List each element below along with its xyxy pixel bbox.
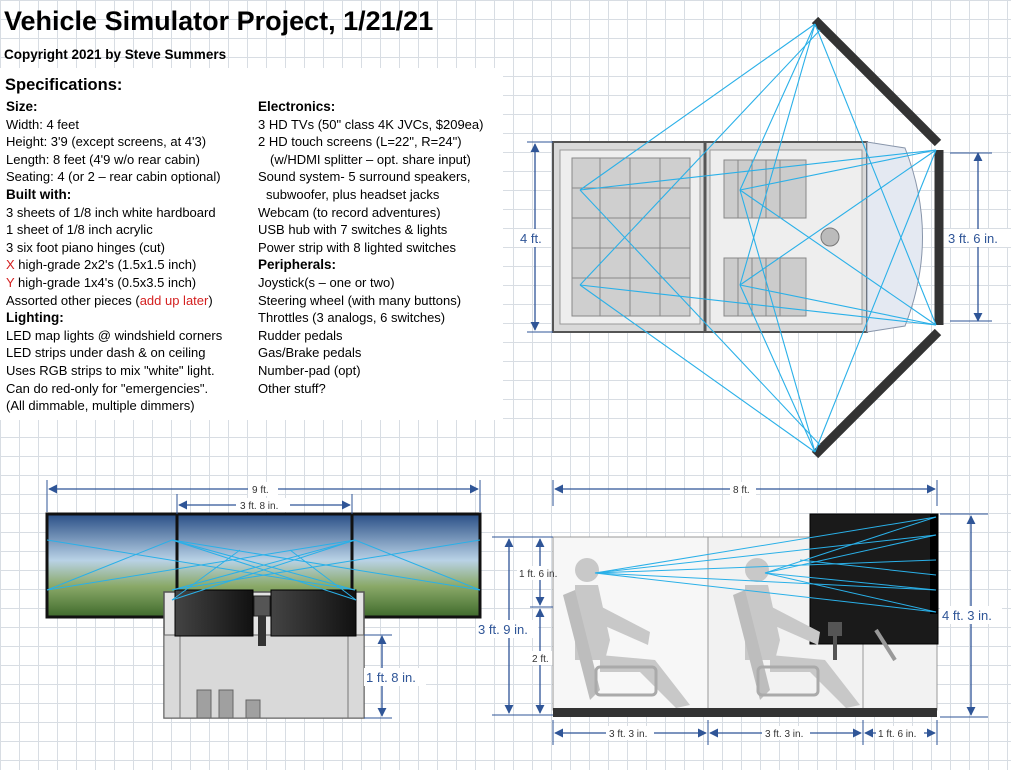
dim-side-length: 8 ft. <box>733 485 750 496</box>
spec-text: Electronics: <box>258 99 336 114</box>
dim-side-height: 3 ft. 9 in. <box>478 622 528 637</box>
pedal-left <box>197 690 211 718</box>
spec-note-red: add up later <box>139 292 209 308</box>
steering-wheel-top <box>821 228 839 246</box>
spec-text: Power strip with 8 lighted switches <box>258 239 456 255</box>
dim-side-seg1: 3 ft. 3 in. <box>609 729 648 740</box>
dim-side-screen: 4 ft. 3 in. <box>942 608 992 623</box>
spec-text: 3 sheets of 1/8 inch white hardboard <box>6 204 216 220</box>
spec-text: Assorted other pieces ( <box>6 292 140 308</box>
dim-side-seg2: 3 ft. 3 in. <box>765 729 804 740</box>
spec-text: Gas/Brake pedals <box>258 345 362 361</box>
left-tv-top <box>815 20 938 143</box>
spec-text: 2 HD touch screens (L=22", R=24") <box>258 134 462 150</box>
spec-text: 3 six foot piano hinges (cut) <box>6 239 165 255</box>
dim-top-width: 4 ft. <box>520 231 542 246</box>
spec-text: Sound system- 5 surround speakers, <box>258 169 471 185</box>
spec-text: (All dimmable, multiple dimmers) <box>6 398 195 414</box>
spec-text: Throttles (3 analogs, 6 switches) <box>258 310 446 326</box>
spec-text: 1 sheet of 1/8 inch acrylic <box>6 222 153 238</box>
pedal-center <box>219 690 233 718</box>
dim-side-upper: 1 ft. 6 in. <box>519 569 558 580</box>
spec-text: Lighting: <box>6 310 64 326</box>
spec-text: Number-pad (opt) <box>258 362 361 378</box>
dashboard-top <box>867 142 923 332</box>
spec-text: LED strips under dash & on ceiling <box>6 345 206 361</box>
side-view <box>476 480 1002 745</box>
dim-side-lower: 2 ft. <box>532 654 549 665</box>
dim-front-dash: 1 ft. 8 in. <box>366 670 416 685</box>
spec-variable: Y <box>6 274 15 290</box>
spec-text: Can do red-only for "emergencies". <box>6 380 209 396</box>
spec-text: Height: 3'9 (except screens, at 4'3) <box>6 134 207 150</box>
spec-text: Webcam (to record adventures) <box>258 204 441 220</box>
spec-variable: X <box>6 257 15 273</box>
spec-text: (w/HDMI splitter – opt. share input) <box>270 151 471 167</box>
spec-text: Length: 8 feet (4'9 w/o rear cabin) <box>6 151 200 167</box>
spec-text: subwoofer, plus headset jacks <box>266 186 440 202</box>
spec-text: Rudder pedals <box>258 327 343 343</box>
spec-text: Uses RGB strips to mix "white" light. <box>6 362 215 378</box>
spec-text: Other stuff? <box>258 380 326 396</box>
spec-text: Peripherals: <box>258 257 337 273</box>
spec-text: Width: 4 feet <box>6 116 79 132</box>
top-view <box>516 20 1008 455</box>
pedal-right <box>246 700 260 718</box>
spec-text: Size: <box>6 99 38 114</box>
spec-text: Joystick(s – one or two) <box>258 274 395 290</box>
left-touch-screen <box>175 590 253 636</box>
spec-text: high-grade 2x2's (1.5x1.5 inch) <box>14 257 197 273</box>
number-pad-front <box>254 596 270 616</box>
spec-text-suffix: ) <box>208 292 213 308</box>
right-touch-screen <box>271 590 356 636</box>
joystick-front <box>258 616 266 646</box>
page-title: Vehicle Simulator Project, 1/21/21 <box>4 6 434 36</box>
specifications-heading: Specifications: <box>5 76 123 94</box>
side-floor-base <box>553 708 937 717</box>
spec-text: Steering wheel (with many buttons) <box>258 292 462 308</box>
dim-side-seg3: 1 ft. 6 in. <box>878 729 917 740</box>
dim-front-inner: 3 ft. 8 in. <box>240 501 279 512</box>
spec-text: USB hub with 7 switches & lights <box>258 222 448 238</box>
spec-text: high-grade 1x4's (0.5x3.5 inch) <box>14 274 197 290</box>
spec-text: Seating: 4 (or 2 – rear cabin optional) <box>6 169 221 185</box>
spec-text: Built with: <box>6 186 72 202</box>
spec-text: 3 HD TVs (50" class 4K JVCs, $209ea) <box>258 116 484 132</box>
dim-front-total: 9 ft. <box>252 485 269 496</box>
right-tv-top <box>815 332 938 455</box>
dim-top-screen: 3 ft. 6 in. <box>948 231 998 246</box>
spec-text: LED map lights @ windshield corners <box>6 327 223 343</box>
copyright-text: Copyright 2021 by Steve Summers <box>4 47 227 62</box>
